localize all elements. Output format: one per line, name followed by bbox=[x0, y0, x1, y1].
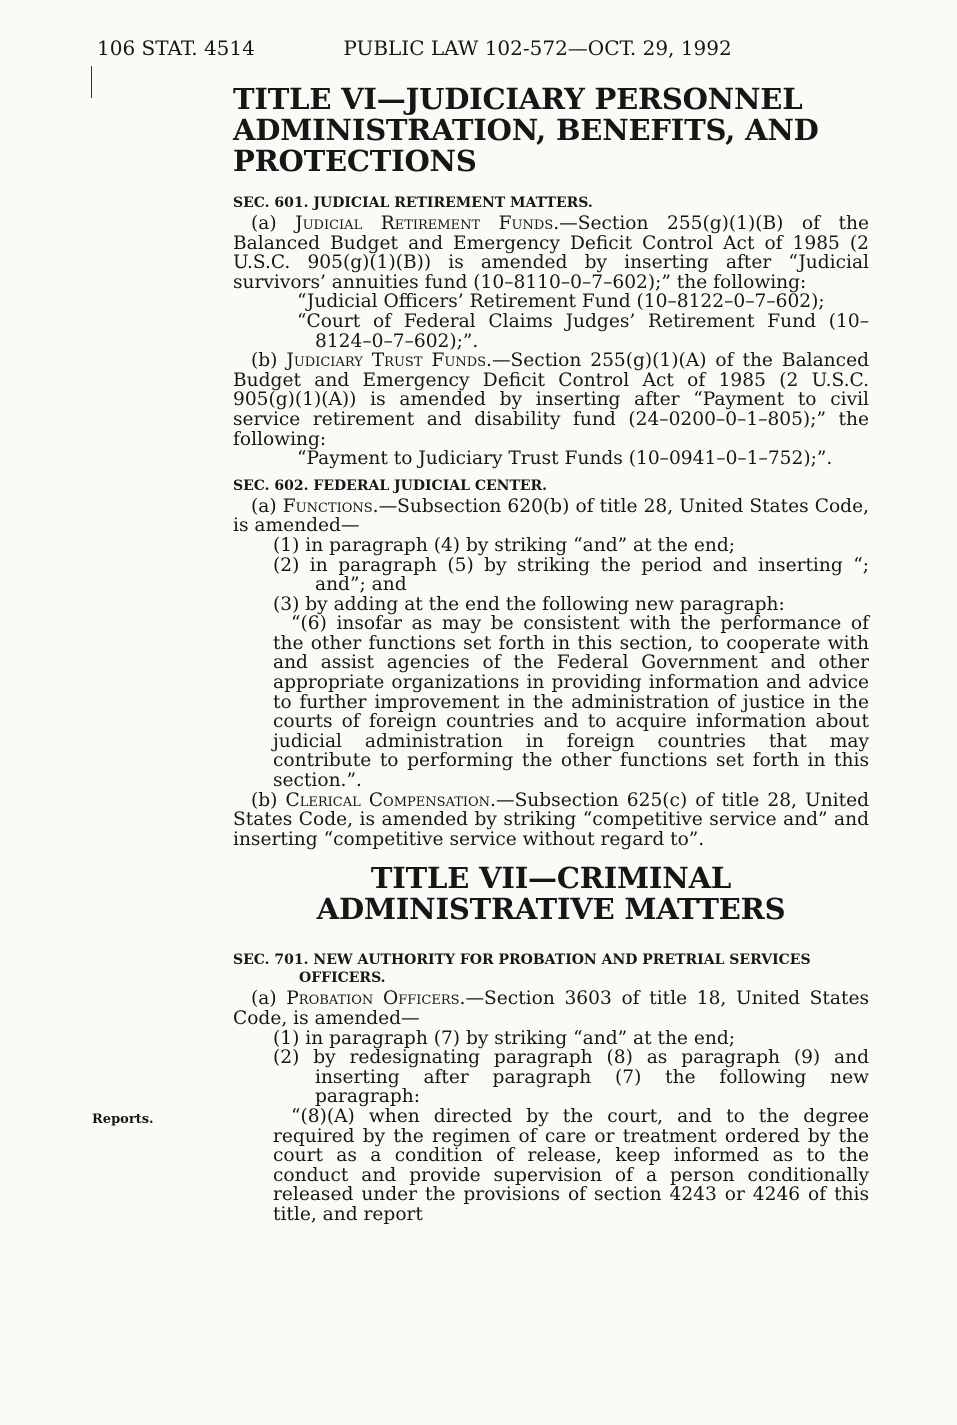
quote-paragraph-8a: “(8)(A) when directed by the court, and to the degree required by the regimen of care or treatment ordered by the court as a condition of release, keep informed as to the conduct and provide supervision of a person conditionally released under the provisions of section 4243 or 4246 of this title, and report bbox=[273, 1105, 869, 1225]
sec-602-para-3: (3) by adding at the end the following new paragraph: bbox=[273, 593, 785, 615]
sec-701-para-2: (2) by redesignating paragraph (8) as paragraph (9) and inserting after paragraph (7) the following new paragraph: bbox=[273, 1047, 869, 1108]
sec-602-b-caption: Clerical Compensation. bbox=[285, 789, 496, 811]
page-body bbox=[233, 84, 869, 1225]
sec-601-a-text: —Section 255(g)(1)(B) of the Balanced Budget and Emergency Deficit Control Act of 1985 (2 U.S.C. 905(g)(1)(B)) is amended by inserting after “Judicial survivors’ annuities fund (10–8110–0–7–602);” the following: bbox=[233, 213, 869, 293]
law-citation: PUBLIC LAW 102-572—OCT. 29, 1992 bbox=[343, 36, 732, 60]
sec-601-b-text: —Section 255(g)(1)(A) of the Balanced Budget and Emergency Deficit Control Act of 1985 (2 U.S.C. 905(g)(1)(A)) is amended by inserting after “Payment to civil service retirement and disability fund (24–0200–0–1–805);” the following: bbox=[233, 350, 869, 450]
sec-601-a: (a) Judicial Retirement Funds.—Section 255(g)(1)(B) of the Balanced Budget and Emergency Deficit Control Act of 1985 (2 U.S.C. 905(g)(1)(B)) is amended by inserting after “Judicial survivors’ annuities fund (10–8110–0–7–602);” the following: bbox=[233, 213, 869, 293]
quote-paragraph-6: “(6) insofar as may be consistent with the performance of the other functions set forth in this section, to cooperate with and assist agencies of the Federal Government and other appropriate organizations in providing information and advice to further improvement in the administration of justice in the courts of foreign countries and to acquire information about judicial administration in foreign countries that may contribute to performing the other functions set forth in this section.”. bbox=[273, 613, 869, 792]
quote-judicial-officers: “Judicial Officers’ Retirement Fund (10–8122–0–7–602); bbox=[297, 291, 825, 313]
margin-note-reports: Reports. bbox=[92, 1112, 154, 1127]
sec-602-heading: SEC. 602. FEDERAL JUDICIAL CENTER. bbox=[233, 477, 548, 494]
sec-701-a-text: —Section 3603 of title 18, United States Code, is amended— bbox=[233, 988, 869, 1029]
sec-602-a-text: —Subsection 620(b) of title 28, United States Code, is amended— bbox=[233, 495, 869, 537]
quote-judiciary-trust: “Payment to Judiciary Trust Funds (10–0941–0–1–752);”. bbox=[297, 448, 833, 470]
sec-602-b: (b) Clerical Compensation.—Subsection 625(c) of title 28, United States Code, is amended by striking “competitive service and” and inserting “competitive service without regard to”. bbox=[233, 789, 869, 850]
sec-601-b: (b) Judiciary Trust Funds.—Section 255(g)(1)(A) of the Balanced Budget and Emergency Deficit Control Act of 1985 (2 U.S.C. 905(g)(1)(A)) is amended by inserting after “Payment to civil service retirement and disability fund (24–0200–0–1–805);” the following: bbox=[233, 350, 869, 450]
sec-601-b-caption: Judiciary Trust Funds. bbox=[286, 350, 492, 372]
quote-court-federal-claims: “Court of Federal Claims Judges’ Retirement Fund (10–8124–0–7–602);”. bbox=[297, 310, 869, 352]
title-vi-heading: TITLE VI—JUDICIARY PERSONNEL ADMINISTRATION, BENEFITS, AND PROTECTIONS bbox=[233, 82, 819, 178]
sec-602-para-1: (1) in paragraph (4) by striking “and” at the end; bbox=[273, 534, 735, 556]
margin-rule bbox=[91, 66, 92, 98]
sec-601-a-caption: Judicial Retirement Funds. bbox=[295, 213, 560, 234]
sec-701-a-caption: Probation Officers. bbox=[286, 988, 466, 1010]
sec-602-para-2: (2) in paragraph (5) by striking the period and inserting “; and”; and bbox=[273, 554, 869, 596]
title-vii-heading: TITLE VII—CRIMINAL ADMINISTRATIVE MATTERS bbox=[316, 861, 786, 927]
sec-602-a: (a) Functions.—Subsection 620(b) of title 28, United States Code, is amended— bbox=[233, 495, 869, 537]
sec-701-para-1: (1) in paragraph (7) by striking “and” at the end; bbox=[273, 1027, 735, 1049]
page-number: 106 STAT. 4514 bbox=[97, 36, 255, 60]
sec-601-heading: SEC. 601. JUDICIAL RETIREMENT MATTERS. bbox=[233, 195, 593, 211]
sec-602-a-caption: Functions. bbox=[282, 495, 379, 517]
sec-701-heading: SEC. 701. NEW AUTHORITY FOR PROBATION AND PRETRIAL SERVICES OFFICERS. bbox=[233, 952, 811, 987]
sec-602-b-text: —Subsection 625(c) of title 28, United States Code, is amended by striking “competitive service and” and inserting “competitive service without regard to”. bbox=[233, 789, 869, 850]
running-header bbox=[97, 36, 732, 60]
sec-701-a: (a) Probation Officers.—Section 3603 of title 18, United States Code, is amended— bbox=[233, 988, 869, 1029]
